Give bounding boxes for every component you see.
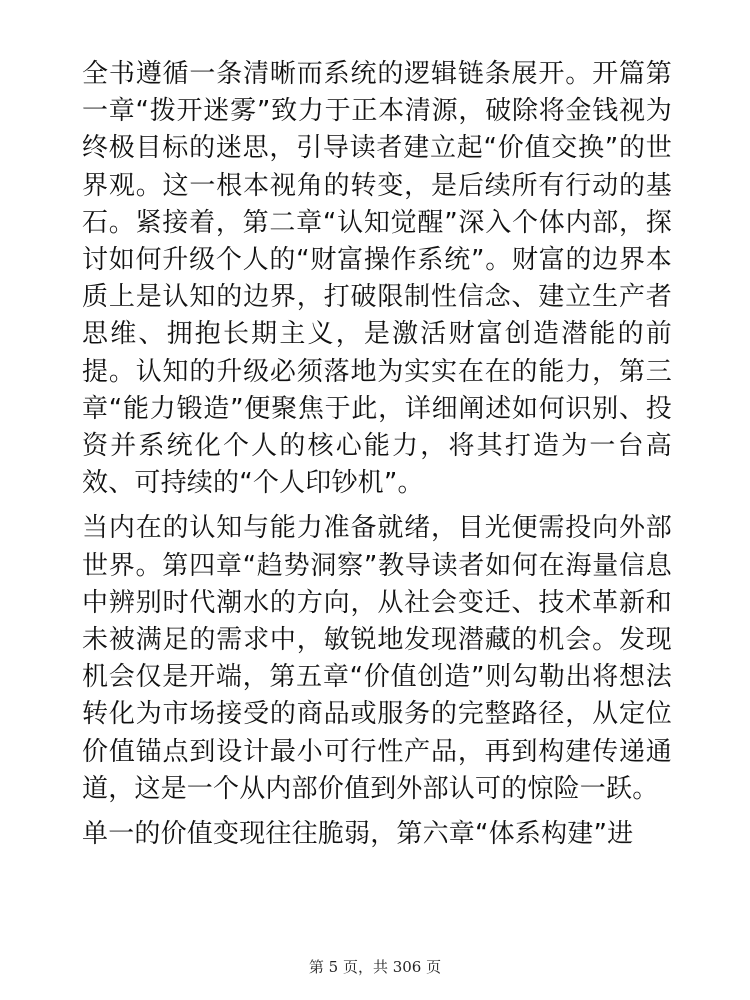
paragraph-3: 单一的价值变现往往脆弱，第六章“体系构建”进 xyxy=(82,819,634,850)
paragraph-1: 全书遵循一条清晰而系统的逻辑链条展开。开篇第一章“拨开迷雾”致力于正本清源，破除将金钱视为终极目标的迷思，引导读者建立起“价值交换”的世界观。这一根本视角的转变，是后续所有行动的基石。紧接着，第二章“认知觉醒”深入个体内部，探讨如何升级个人的“财富操作系统”。财富的边界本质上是认知的边界，打破限制性信念、建立生产者思维、拥抱长期主义，是激活财富创造潜能的前提。认知的升级必须落地为实实在在的能力，第三章“能力锻造”便聚焦于此，详细阐述如何识别、投资并系统化个人的核心能力，将其打造为一台高效、可持续的“个人印钞机”。 xyxy=(82,59,672,499)
paragraph-2: 当内在的认知与能力准备就绪，目光便需投向外部世界。第四章“趋势洞察”教导读者如何在海量信息中辨别时代潮水的方向，从社会变迁、技术革新和未被满足的需求中，敏锐地发现潜藏的机会。发现机会仅是开端，第五章“价值创造”则勾勒出将想法转化为市场接受的商品或服务的完整路径，从定位价值锚点到设计最小可行性产品，再到构建传递通道，这是一个从内部价值到外部认可的惊险一跃。 xyxy=(82,513,672,804)
page-number-footer: 第 5 页，共 306 页 xyxy=(308,958,442,976)
document-body xyxy=(82,56,672,853)
